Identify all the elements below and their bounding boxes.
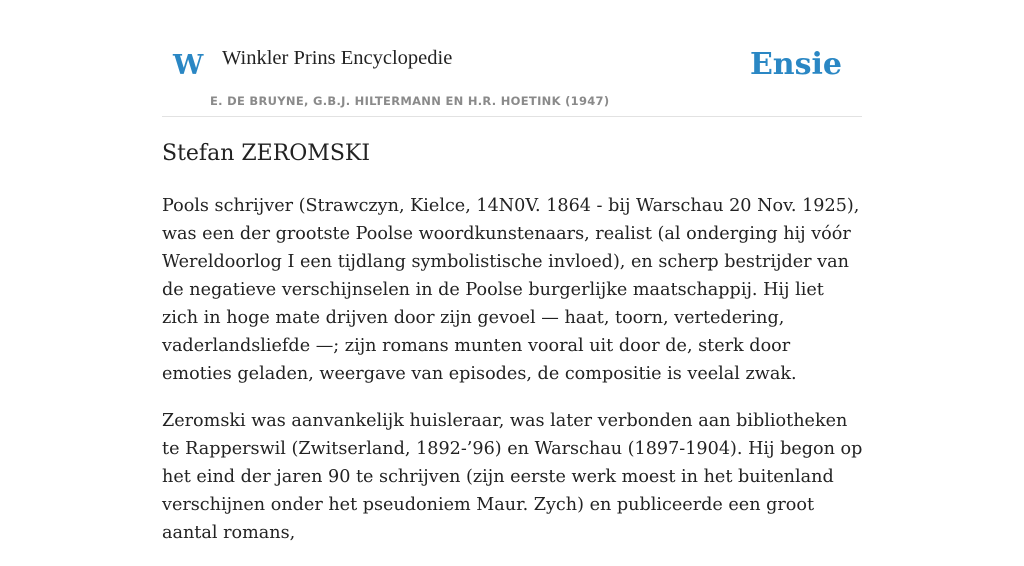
site-logo[interactable]: W: [173, 50, 204, 81]
article-paragraph-1: Pools schrijver (Strawczyn, Kielce, 14N0V. 1864 - bij Warschau 20 Nov. 1925), was een der grootste Poolse woordkunstenaars, realist (al onderging hij vóór Wereldoorlog I een tijdlang symbolistische invloed), en scherp bestrijder van de negatieve verschijnselen in de Poolse burgerlijke maatschappij. Hij liet zich in hoge mate drijven door zijn gevoel — haat, toorn, vertedering, vaderlandsliefde —; zijn romans munten vooral uit door de, sterk door emoties geladen, weergave van episodes, de compositie is veelal zwak.: [162, 196, 860, 384]
site-header: [162, 0, 862, 117]
site-title[interactable]: Winkler Prins Encyclopedie: [222, 47, 453, 69]
article-body: [162, 192, 864, 566]
article-title: Stefan ZEROMSKI: [162, 141, 371, 166]
authors-credit: E. DE BRUYNE, G.B.J. HILTERMANN EN H.R. HOETINK (1947): [210, 94, 610, 108]
brand-logo[interactable]: Ensie: [749, 47, 842, 82]
article-paragraph-2: Zeromski was aanvankelijk huisleraar, was later verbonden aan bibliotheken te Rapperswil (Zwitserland, 1892-’96) en Warschau (1897-1904). Hij begon op het eind der jaren 90 te schrijven (zijn eerste werk moest in het buitenland verschijnen onder het pseudoniem Maur. Zych) en publiceerde een groot aantal romans,: [162, 411, 863, 543]
